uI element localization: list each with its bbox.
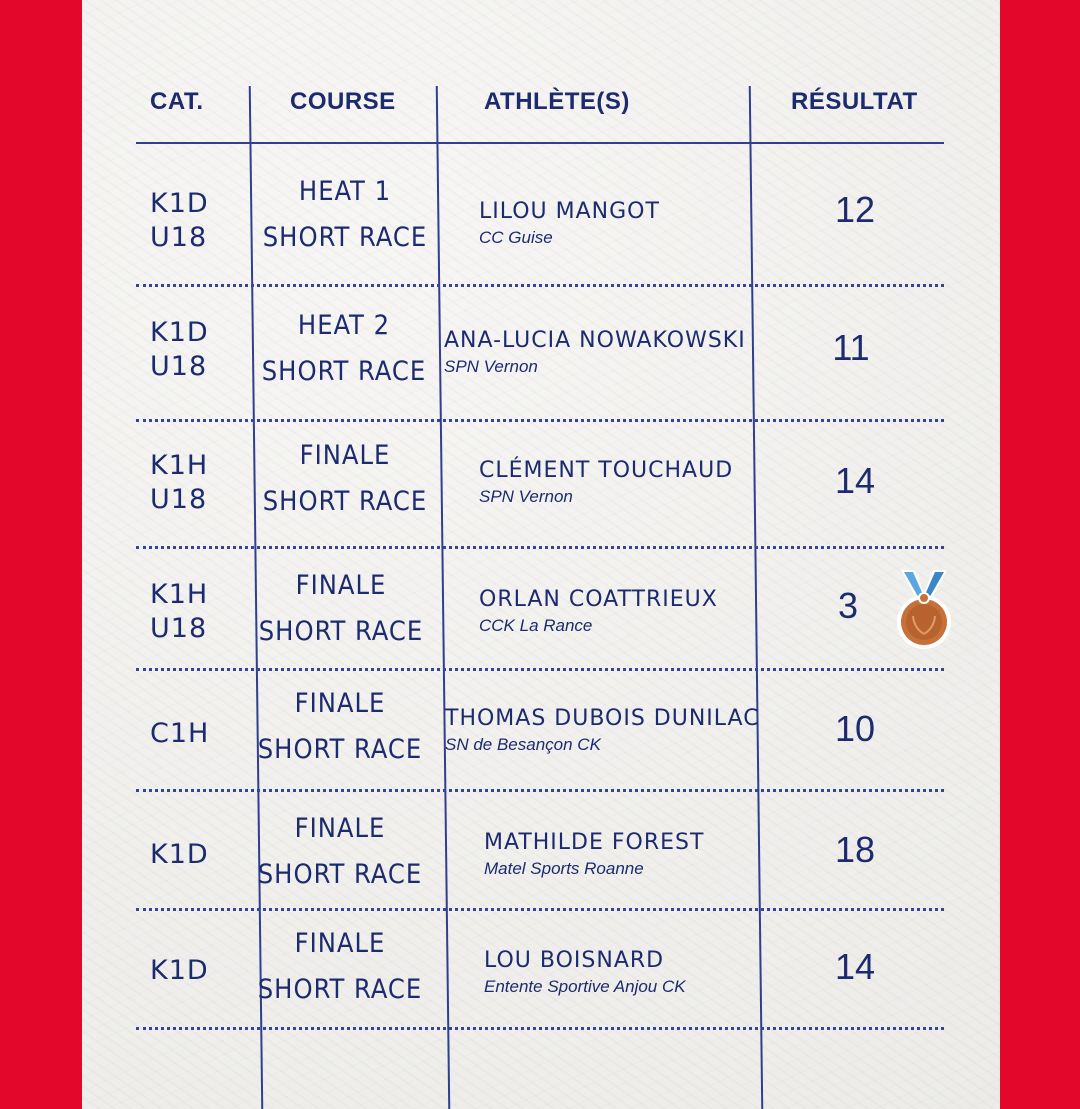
athlete-club: CCK La Rance — [479, 616, 593, 635]
header-course: COURSE — [290, 88, 396, 115]
course-heat: HEAT 1 — [298, 176, 392, 207]
row-separator — [136, 546, 944, 549]
course-cell — [240, 806, 440, 898]
result-cell: 11 — [832, 327, 870, 368]
row-separator — [136, 419, 944, 422]
athlete-cell — [484, 948, 686, 997]
row-separator — [136, 1027, 944, 1030]
category-cell — [150, 954, 209, 988]
athlete-club: SN de Besançon CK — [445, 735, 601, 754]
athlete-club: SPN Vernon — [479, 487, 573, 506]
course-type: SHORT RACE — [261, 356, 427, 387]
athlete-name: LOU BOISNARD — [484, 948, 665, 973]
athlete-name: MATHILDE FOREST — [484, 830, 705, 855]
course-heat: FINALE — [294, 813, 386, 844]
paper-sheet — [82, 0, 1000, 1109]
course-cell — [240, 921, 440, 1013]
athlete-name: CLÉMENT TOUCHAUD — [479, 458, 734, 483]
athlete-club: CC Guise — [479, 228, 553, 247]
header-result: RÉSULTAT — [791, 88, 918, 115]
header-cat: CAT. — [150, 88, 204, 115]
row-separator — [136, 668, 944, 671]
athlete-cell — [479, 199, 660, 248]
category-cell — [150, 838, 209, 872]
category-class: K1H — [150, 450, 209, 481]
category-class: K1D — [150, 955, 209, 986]
course-cell — [241, 563, 441, 655]
result-cell: 18 — [834, 829, 876, 870]
athlete-name: LILOU MANGOT — [479, 199, 660, 224]
course-cell — [245, 169, 445, 261]
category-class: C1H — [150, 718, 210, 749]
category-age: U18 — [150, 351, 208, 382]
course-type: SHORT RACE — [257, 974, 423, 1005]
header-athletes: ATHLÈTE(S) — [484, 88, 630, 115]
athlete-cell — [479, 458, 733, 507]
course-type: SHORT RACE — [258, 616, 424, 647]
course-heat: FINALE — [294, 688, 386, 719]
course-type: SHORT RACE — [262, 486, 428, 517]
result-cell: 14 — [834, 946, 876, 987]
category-class: K1D — [150, 839, 209, 870]
course-heat: FINALE — [295, 570, 387, 601]
header-underline — [136, 142, 944, 144]
bronze-medal-icon — [893, 568, 955, 652]
result-cell: 3 — [837, 585, 859, 626]
category-age: U18 — [150, 222, 208, 253]
athlete-cell — [444, 328, 746, 377]
category-age: U18 — [150, 613, 208, 644]
course-type: SHORT RACE — [262, 222, 428, 253]
course-heat: HEAT 2 — [297, 310, 391, 341]
category-age: U18 — [150, 484, 208, 515]
category-cell — [150, 449, 208, 517]
athlete-cell — [445, 706, 760, 755]
row-separator — [136, 789, 944, 792]
athlete-cell — [484, 830, 704, 879]
row-separator — [136, 908, 944, 911]
course-heat: FINALE — [294, 928, 386, 959]
course-type: SHORT RACE — [257, 734, 423, 765]
athlete-name: ANA-LUCIA NOWAKOWSKI — [444, 328, 746, 353]
athlete-name: THOMAS DUBOIS DUNILAC — [445, 706, 760, 731]
category-cell — [150, 717, 209, 751]
category-cell — [150, 578, 208, 646]
athlete-club: Entente Sportive Anjou CK — [484, 977, 686, 996]
category-class: K1D — [150, 188, 209, 219]
result-cell: 14 — [834, 460, 876, 501]
course-cell — [240, 681, 440, 773]
category-cell — [150, 187, 209, 255]
athlete-club: Matel Sports Roanne — [484, 859, 644, 878]
result-cell: 10 — [834, 708, 876, 749]
row-separator — [136, 284, 944, 287]
athlete-cell — [479, 587, 718, 636]
result-cell: 12 — [834, 189, 876, 230]
course-heat: FINALE — [299, 440, 391, 471]
course-cell — [245, 433, 445, 525]
course-cell — [244, 303, 444, 395]
category-class: K1D — [150, 317, 209, 348]
category-class: K1H — [150, 579, 209, 610]
course-type: SHORT RACE — [257, 859, 423, 890]
category-cell — [150, 316, 209, 384]
athlete-name: ORLAN COATTRIEUX — [479, 587, 718, 612]
athlete-club: SPN Vernon — [444, 357, 538, 376]
